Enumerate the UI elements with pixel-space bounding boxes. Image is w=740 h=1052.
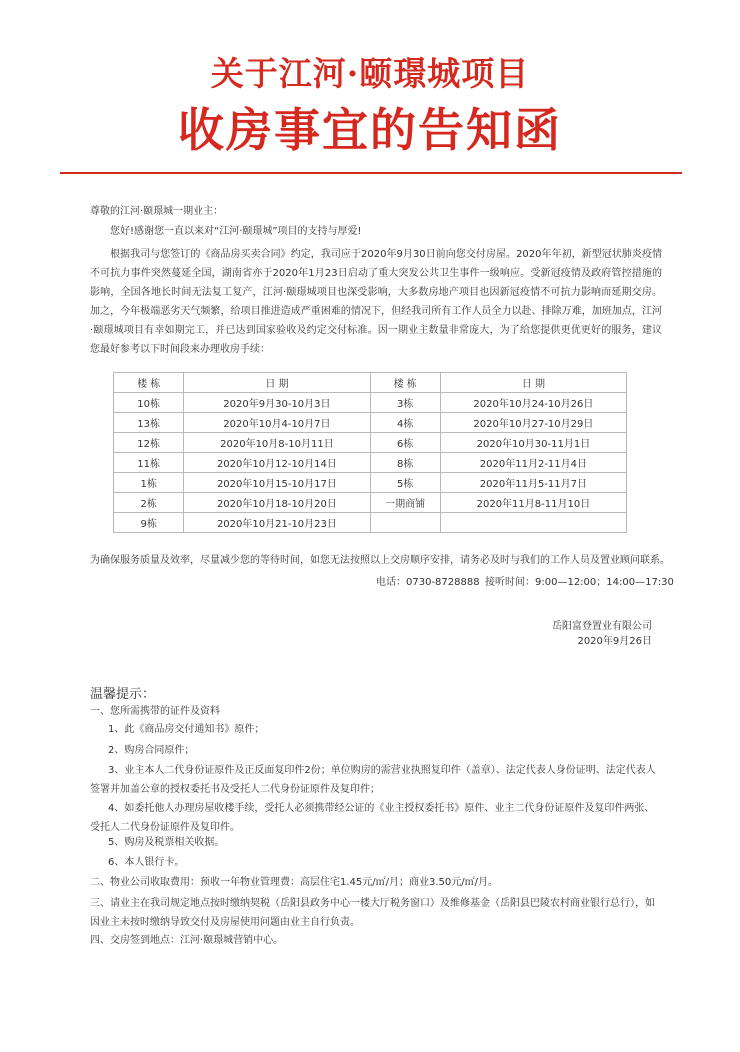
date-cell: 2020年10月15-10月17日 bbox=[184, 473, 370, 493]
date-cell: 2020年10月21-10月23日 bbox=[184, 513, 370, 533]
header-divider bbox=[60, 172, 682, 174]
date-cell: 2020年9月30-10月3日 bbox=[184, 393, 370, 413]
table-row bbox=[114, 453, 627, 473]
tip-section-3: 三、请业主在我司规定地点按时缴纳契税（岳阳县政务中心一楼大厅税务窗口）及维修基金（岳阳县巴陵农村商业银行总行），如因业主未按时缴纳导致交付及房屋使用问题由业主自行负责。 bbox=[90, 898, 655, 928]
company-name: 岳阳富登置业有限公司 bbox=[552, 621, 652, 632]
building-cell: 10栋 bbox=[114, 393, 184, 413]
building-cell: 9栋 bbox=[114, 513, 184, 533]
tip-item-1: 1、此《商品房交付通知书》原件； bbox=[108, 724, 265, 735]
title-line-2: 收房事宜的告知函 bbox=[178, 103, 562, 157]
header-building: 楼 栋 bbox=[114, 373, 184, 393]
date-cell: 2020年11月8-11月10日 bbox=[440, 493, 626, 513]
letter-body: 根据我司与您签订的《商品房买卖合同》约定，我司应于2020年9月30日前向您交付房屋。2020年年初，新型冠状肺炎疫情不可抗力事件突然蔓延全国，湖南省亦于2020年1月23日启动了重大突发公共卫生事件一级响应。受新冠疫情及政府管控措施的影响，全国各地长时间无法复工复产，江河·颐璟城项目也深受影响，大多数房地产项目也因新冠疫情不可抗力影响而延期交房。加之，今年极端恶劣天气频繁，给项目推进造成严重困难的情况下，但经我司所有工作人员全力以赴、排除万难，加班加点，江河·颐璟城项目有幸如期完工，并已达到国家验收及约定交付标准。因一期业主数量非常庞大，为了给您提供更优更好的服务，建议您最好参考以下时间段来办理收房手续： bbox=[90, 249, 662, 355]
date-cell: 2020年10月27-10月29日 bbox=[440, 413, 626, 433]
header-building: 楼 栋 bbox=[370, 373, 440, 393]
building-cell: 3栋 bbox=[370, 393, 440, 413]
date-cell: 2020年11月5-11月7日 bbox=[440, 473, 626, 493]
building-cell: 2栋 bbox=[114, 493, 184, 513]
building-cell: 5栋 bbox=[370, 473, 440, 493]
building-cell bbox=[370, 513, 440, 533]
greeting: 您好!感谢您一直以来对“江河·颐璟城”项目的支持与厚爱! bbox=[110, 226, 362, 237]
salutation: 尊敬的江河·颐璟城一期业主： bbox=[90, 206, 224, 217]
tip-item-4: 4、如委托他人办理房屋收楼手续，受托人必须携带经公证的《业主授权委托书》原件、业主二代身份证原件及复印件两张、受托人二代身份证原件及复印件。 bbox=[90, 803, 655, 833]
header-date: 日 期 bbox=[184, 373, 370, 393]
table-row bbox=[114, 473, 627, 493]
table-row bbox=[114, 393, 627, 413]
tip-item-2: 2、购房合同原件； bbox=[108, 745, 195, 756]
tip-section-2: 二、物业公司收取费用：预收一年物业管理费：高层住宅1.45元/㎡/月；商业3.50元/㎡/月。 bbox=[90, 877, 499, 888]
header-date: 日 期 bbox=[440, 373, 626, 393]
building-cell: 13栋 bbox=[114, 413, 184, 433]
table-row bbox=[114, 413, 627, 433]
title-line-1: 关于江河·颐璟城项目 bbox=[210, 54, 530, 93]
building-cell: 一期商铺 bbox=[370, 493, 440, 513]
building-cell: 6栋 bbox=[370, 433, 440, 453]
date-cell: 2020年10月18-10月20日 bbox=[184, 493, 370, 513]
tip-item-5: 5、购房及税票相关收据。 bbox=[108, 837, 225, 848]
tip-section-4: 四、交房签到地点：江河·颐璟城营销中心。 bbox=[90, 935, 284, 946]
date-cell: 2020年10月8-10月11日 bbox=[184, 433, 370, 453]
schedule-table bbox=[113, 372, 627, 533]
table-row bbox=[114, 493, 627, 513]
tips-title: 温馨提示： bbox=[90, 687, 156, 702]
table-row bbox=[114, 513, 627, 533]
notice-text: 为确保服务质量及效率，尽量减少您的等待时间，如您无法按照以上交房顺序安排，请务必及时与我们的工作人员及置业顾问联系。 bbox=[90, 555, 670, 566]
date-cell: 2020年10月4-10月7日 bbox=[184, 413, 370, 433]
letter-date: 2020年9月26日 bbox=[577, 636, 652, 647]
date-cell bbox=[440, 513, 626, 533]
tip-item-3: 3、业主本人二代身份证原件及正反面复印件2份；单位购房的需营业执照复印件（盖章）、法定代表人身份证明、法定代表人签署并加盖公章的授权委托书及受托人二代身份证原件及复印件； bbox=[90, 765, 656, 795]
tip-item-6: 6、本人银行卡。 bbox=[108, 857, 185, 868]
building-cell: 1栋 bbox=[114, 473, 184, 493]
building-cell: 12栋 bbox=[114, 433, 184, 453]
contact-phone: 电话：0730-8728888 bbox=[376, 577, 480, 588]
date-cell: 2020年10月30-11月1日 bbox=[440, 433, 626, 453]
table-row bbox=[114, 433, 627, 453]
contact-hours: 接听时间：9:00—12:00；14:00—17:30 bbox=[485, 577, 674, 588]
building-cell: 11栋 bbox=[114, 453, 184, 473]
building-cell: 8栋 bbox=[370, 453, 440, 473]
building-cell: 4栋 bbox=[370, 413, 440, 433]
table-header-row bbox=[114, 373, 627, 393]
tip-section-1: 一、您所需携带的证件及资料 bbox=[90, 706, 220, 717]
date-cell: 2020年10月24-10月26日 bbox=[440, 393, 626, 413]
date-cell: 2020年11月2-11月4日 bbox=[440, 453, 626, 473]
date-cell: 2020年10月12-10月14日 bbox=[184, 453, 370, 473]
